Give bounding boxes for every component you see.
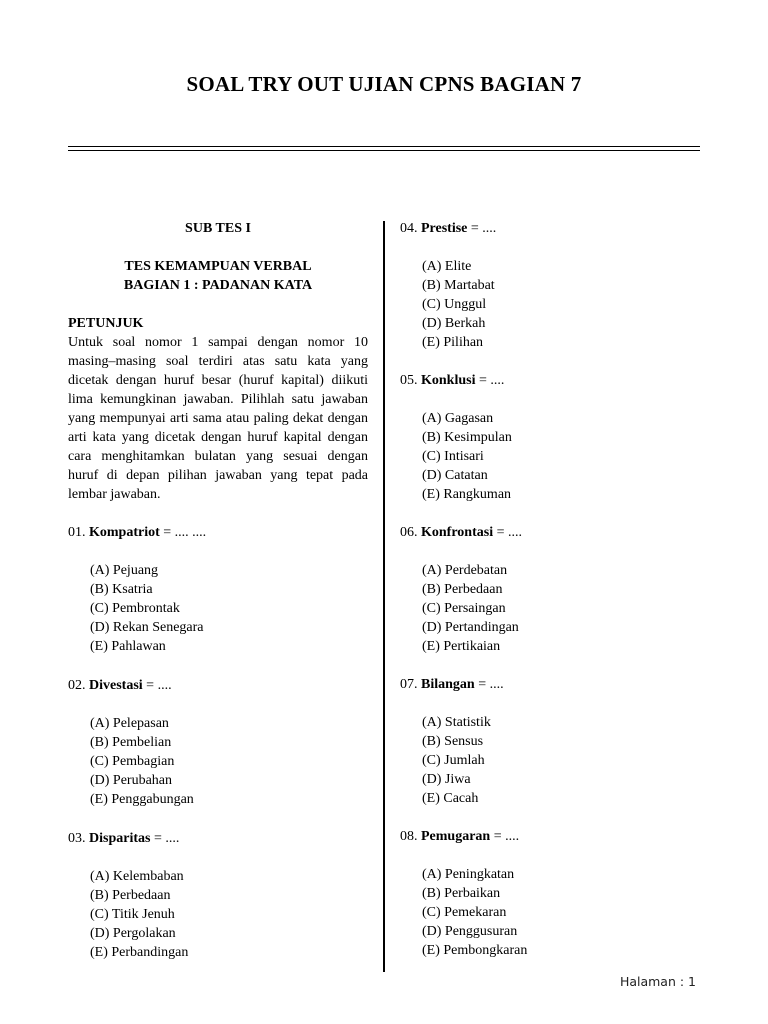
answer-option: (E) Pembongkaran	[422, 943, 528, 958]
page-title: SOAL TRY OUT UJIAN CPNS BAGIAN 7	[186, 72, 582, 96]
answer-option: (E) Pertikaian	[422, 639, 501, 654]
left-column	[68, 219, 368, 962]
answer-option: (E) Rangkuman	[422, 487, 512, 502]
question-item	[400, 675, 700, 808]
answer-option: (C) Titik Jenuh	[90, 907, 175, 922]
answer-option: (B) Pembelian	[90, 735, 172, 750]
header-divider-bottom	[68, 150, 700, 151]
answer-option: (B) Ksatria	[90, 582, 153, 597]
question-suffix: = ....	[142, 678, 172, 693]
answer-option: (C) Persaingan	[422, 601, 506, 616]
question-word: Konfrontasi	[421, 525, 494, 540]
question-item	[400, 219, 700, 352]
column-divider	[383, 221, 385, 972]
question-item	[68, 523, 368, 656]
question-item	[400, 371, 700, 504]
question-line	[68, 829, 368, 848]
question-item	[68, 676, 368, 809]
question-item	[400, 523, 700, 656]
question-word: Bilangan	[421, 677, 475, 692]
question-suffix: = ....	[475, 373, 505, 388]
question-line	[400, 523, 700, 542]
question-list-left	[68, 523, 368, 962]
answer-option: (B) Kesimpulan	[422, 430, 512, 445]
answer-option: (E) Pilihan	[422, 335, 484, 350]
question-line	[68, 523, 368, 542]
petunjuk-title: PETUNJUK	[68, 316, 144, 331]
answer-option: (B) Sensus	[422, 734, 484, 749]
answer-option: (D) Rekan Senegara	[90, 620, 204, 635]
question-item	[400, 827, 700, 960]
answer-option: (E) Perbandingan	[90, 945, 189, 960]
right-column	[400, 219, 700, 960]
answer-option: (B) Perbaikan	[422, 886, 501, 901]
header-divider-top	[68, 146, 700, 147]
answer-option: (B) Perbedaan	[90, 888, 171, 903]
question-suffix: = ....	[150, 831, 180, 846]
answer-option: (D) Catatan	[422, 468, 488, 483]
answer-option: (A) Pejuang	[90, 563, 159, 578]
answer-option: (A) Statistik	[422, 715, 491, 730]
question-item	[68, 829, 368, 962]
answer-option: (E) Penggabungan	[90, 792, 194, 807]
question-number: 01.	[68, 525, 86, 540]
question-number: 02.	[68, 678, 86, 693]
question-word: Konklusi	[421, 373, 476, 388]
section-heading: TES KEMAMPUAN VERBAL	[124, 259, 312, 274]
answer-option: (E) Cacah	[422, 791, 479, 806]
question-word: Kompatriot	[89, 525, 160, 540]
answer-option: (C) Intisari	[422, 449, 484, 464]
answer-options	[90, 867, 368, 962]
answer-option: (A) Peningkatan	[422, 867, 515, 882]
answer-option: (B) Martabat	[422, 278, 495, 293]
question-number: 05.	[400, 373, 418, 388]
answer-option: (A) Elite	[422, 259, 472, 274]
question-word: Disparitas	[89, 831, 151, 846]
answer-options	[90, 561, 368, 656]
question-number: 03.	[68, 831, 86, 846]
question-suffix: = ....	[490, 829, 520, 844]
answer-options	[90, 714, 368, 809]
question-word: Pemugaran	[421, 829, 491, 844]
question-number: 04.	[400, 221, 418, 236]
question-line	[68, 676, 368, 695]
subtes-heading: SUB TES I	[185, 221, 251, 236]
question-line	[400, 827, 700, 846]
question-word: Divestasi	[89, 678, 143, 693]
question-number: 06.	[400, 525, 418, 540]
answer-option: (A) Perdebatan	[422, 563, 508, 578]
answer-option: (E) Pahlawan	[90, 639, 166, 654]
page-number: Halaman : 1	[619, 974, 696, 989]
answer-option: (D) Jiwa	[422, 772, 471, 787]
question-number: 08.	[400, 829, 418, 844]
answer-options	[422, 713, 700, 808]
answer-option: (C) Pembagian	[90, 754, 175, 769]
answer-option: (A) Gagasan	[422, 411, 494, 426]
answer-options	[422, 257, 700, 352]
answer-option: (D) Berkah	[422, 316, 486, 331]
answer-options	[422, 865, 700, 960]
answer-option: (D) Pertandingan	[422, 620, 519, 635]
answer-option: (C) Pembrontak	[90, 601, 180, 616]
answer-option: (D) Pergolakan	[90, 926, 176, 941]
answer-option: (C) Jumlah	[422, 753, 485, 768]
question-suffix: = ....	[467, 221, 497, 236]
question-number: 07.	[400, 677, 418, 692]
answer-option: (A) Kelembaban	[90, 869, 184, 884]
question-suffix: = .... ....	[159, 525, 207, 540]
question-suffix: = ....	[493, 525, 522, 540]
answer-option: (C) Pemekaran	[422, 905, 507, 920]
answer-option: (D) Penggusuran	[422, 924, 518, 939]
answer-option: (C) Unggul	[422, 297, 487, 312]
question-word: Prestise	[421, 221, 468, 236]
answer-option: (B) Perbedaan	[422, 582, 503, 597]
answer-option: (D) Perubahan	[90, 773, 173, 788]
question-line	[400, 371, 700, 390]
answer-options	[422, 409, 700, 504]
section-subheading: BAGIAN 1 : PADANAN KATA	[123, 278, 313, 293]
petunjuk-text: Untuk soal nomor 1 sampai dengan nomor 10 masing–masing soal terdiri atas satu kata yang dicetak dengan huruf besar (huruf kapital) diikuti lima kemungkinan jawaban. Pilihlah satu jawaban yang mempunyai arti sama atau paling dekat dengan arti kata yang dicetak dengan huruf kapital dengan cara menghitamkan bulatan yang sesuai dengan huruf di depan pilihan jawaban yang tepat pada lembar jawaban.	[68, 335, 368, 502]
question-suffix: = ....	[474, 677, 504, 692]
answer-option: (A) Pelepasan	[90, 716, 169, 731]
question-line	[400, 675, 700, 694]
question-list-right	[400, 219, 700, 960]
question-line	[400, 219, 700, 238]
answer-options	[422, 561, 700, 656]
